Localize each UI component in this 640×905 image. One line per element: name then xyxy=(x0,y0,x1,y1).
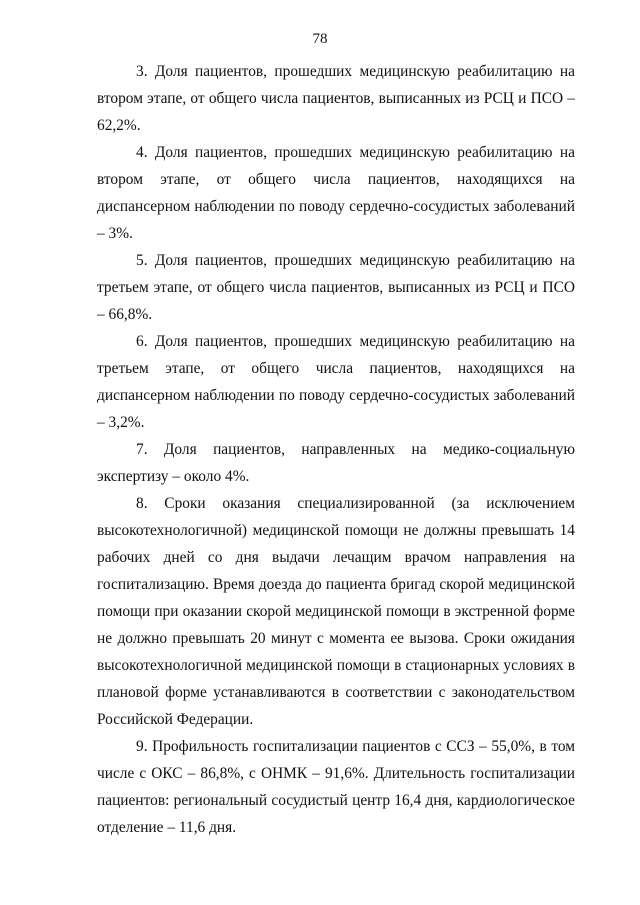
paragraph-item-7: 7. Доля пациентов, направленных на медико-социальную экспертизу – около 4%. xyxy=(97,441,575,485)
paragraph-item-9: 9. Профильность госпитализации пациентов с ССЗ – 55,0%, в том числе с ОКС – 86,8%, с ОНМК – 91,6%. Длительность госпитализации пациентов: региональный сосудистый центр 16,4 дня, кардиологическое отделение – 11,6 дня. xyxy=(97,738,575,836)
paragraph-item-4: 4. Доля пациентов, прошедших медицинскую реабилитацию на втором этапе, от общего числа пациентов, находящихся на диспансерном наблюдении по поводу сердечно-сосудистых заболеваний – 3%. xyxy=(97,144,575,242)
paragraph-item-6: 6. Доля пациентов, прошедших медицинскую реабилитацию на третьем этапе, от общего числа пациентов, находящихся на диспансерном наблюдении по поводу сердечно-сосудистых заболеваний – 3,2%. xyxy=(97,333,575,431)
page-number: 78 xyxy=(312,31,328,47)
paragraph-item-5: 5. Доля пациентов, прошедших медицинскую реабилитацию на третьем этапе, от общего числа пациентов, выписанных из РСЦ и ПСО – 66,8%. xyxy=(97,252,575,323)
document-body xyxy=(97,58,575,841)
paragraph-item-3: 3. Доля пациентов, прошедших медицинскую реабилитацию на втором этапе, от общего числа пациентов, выписанных из РСЦ и ПСО – 62,2%. xyxy=(97,63,575,134)
paragraph-item-8: 8. Сроки оказания специализированной (за исключением высокотехнологичной) медицинской помощи не должны превышать 14 рабочих дней со дня выдачи лечащим врачом направления на госпитализацию. Время доезда до пациента бригад скорой медицинской помощи при оказании скорой медицинской помощи в экстренной форме не должно превышать 20 минут с момента ее вызова. Сроки ожидания высокотехнологичной медицинской помощи в стационарных условиях в плановой форме устанавливаются в соответствии с законодательством Российской Федерации. xyxy=(97,495,575,728)
